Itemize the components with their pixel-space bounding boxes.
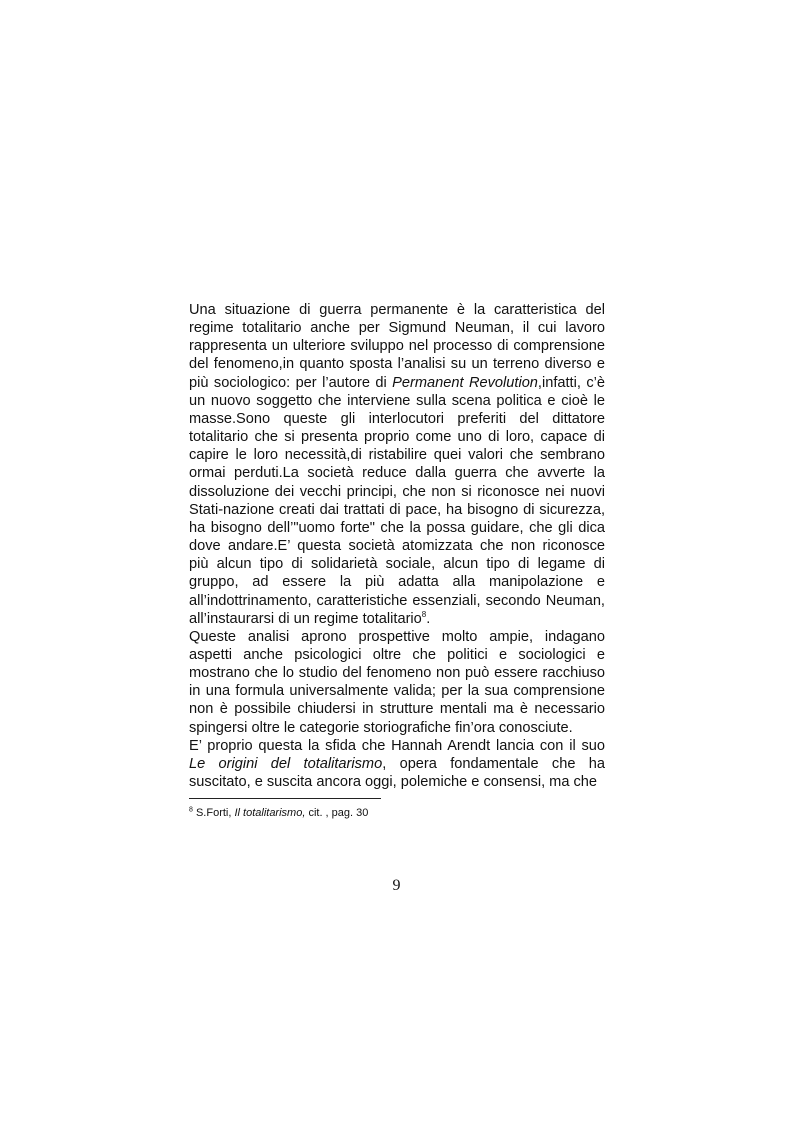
paragraph-1-text-b: ,infatti, c’è un nuovo soggetto che interviene sulla scena politica e cioè le masse.Sono queste gli interlocutori preferiti del dittatore totalitario che si presenta proprio come uno di loro, capace di capire le loro necessità,di ristabilire quei valori che sembrano ormai perduti.La società reduce dalla guerra che avverte la dissoluzione dei vecchi principi, che non si riconosce nei nuovi Stati-nazione creati dai trattati di pace, ha bisogno di sicurezza, ha bisogno dell’"uomo forte" che la possa guidare, che gli dica dove andare.E’ questa società atomizzata che non riconosce più alcun tipo di solidarietà sociale, alcun tipo di legame di gruppo, ad essere la più adatta alla manipolazione e all’indottrinamento, caratteristiche essenziali, secondo Neuman, all’instaurarsi di un regime totalitario [189,374,605,627]
book-title-le-origini: Le origini del totalitarismo [189,755,383,772]
footnote-citation: cit. , pag. 30 [305,807,369,819]
footnote-reference[interactable]: 8 [421,609,427,619]
footnote-title: Il totalitarismo, [234,807,306,819]
footnote-separator [189,798,381,799]
paragraph-2: Queste analisi aprono prospettive molto ampie, indagano aspetti anche psicologici oltre che politici e sociologici e mostrano che lo studio del fenomeno non può essere racchiuso in una formula universalmente valida; per la sua comprensione non è possibile chiudersi in strutture mentali ma è necessario spingersi oltre le categorie storiografiche fin’ora conosciute. [189,628,605,736]
paragraph-1-text-a: Una situazione di guerra permanente è la caratteristica del regime totalitario anche per Sigmund Neuman, il cui lavoro rappresenta un ulteriore sviluppo nel processo di comprensione del fenomeno,in quanto sposta l’analisi su un terreno diverso e più sociologico: per l’autore di [189,302,605,391]
body-text [189,301,605,791]
footnote-author: S.Forti, [192,807,235,819]
paragraph-3-text-a: E’ proprio questa la sfida che Hannah Arendt lancia con il suo [189,737,605,754]
footnote-mark: 8 [189,806,193,814]
paragraph-1 [189,301,605,628]
paragraph-1-text-c: . [426,610,431,627]
page-number: 9 [392,877,401,894]
paragraph-3-text-b: , opera fondamentale che ha suscitato, e suscita ancora oggi, polemiche e consensi, ma che [189,755,605,791]
footnote [189,806,609,820]
paragraph-3 [189,737,605,791]
book-title-permanent-revolution: Permanent Revolution [392,374,538,391]
